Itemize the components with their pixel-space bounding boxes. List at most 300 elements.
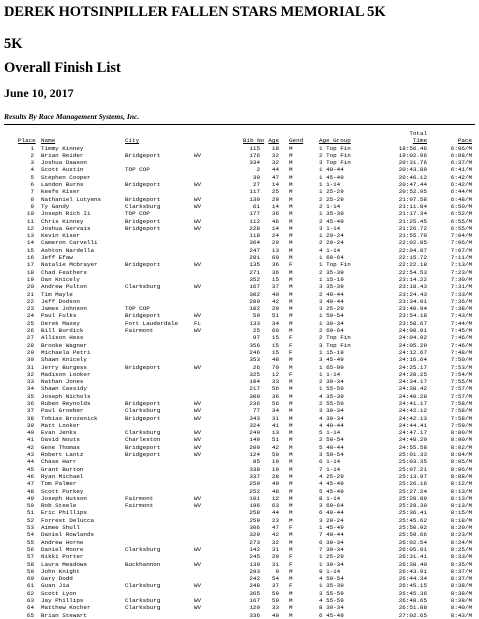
cell-age: 32	[271, 159, 279, 167]
cell-age: 29	[271, 553, 279, 561]
cell-city: Bridgeport	[125, 181, 161, 189]
cell-place: 45	[26, 465, 34, 473]
table-row	[0, 312, 479, 319]
cell-time: 23:14.22	[398, 275, 427, 283]
cell-age: 14	[271, 181, 279, 189]
cell-time: 19:02.96	[398, 151, 427, 159]
cell-gender: M	[289, 385, 293, 393]
cell-age: 34	[271, 319, 279, 327]
cell-state: WV	[194, 582, 202, 590]
cell-name: Gene Thomas	[41, 443, 80, 451]
cell-place: 25	[26, 319, 34, 327]
table-row	[0, 495, 479, 502]
table-row	[0, 364, 479, 371]
cell-name: Guan Jia	[41, 582, 70, 590]
cell-pace: 7:43/M	[450, 312, 472, 320]
cell-bib: 26	[252, 363, 260, 371]
cell-age-group: 1 50-54	[319, 312, 344, 320]
cell-time: 24:41.17	[398, 399, 427, 407]
cell-time: 25:01.33	[398, 451, 427, 459]
table-row	[0, 269, 479, 276]
cell-age-group: 1 20-24	[319, 232, 344, 240]
cell-place: 21	[26, 290, 34, 298]
cell-pace: 8:13/M	[450, 494, 472, 502]
cell-place: 18	[26, 268, 34, 276]
cell-age-group: 1 30-34	[319, 319, 344, 327]
cell-gender: M	[289, 166, 293, 174]
cell-gender: M	[289, 516, 293, 524]
cell-time: 24:38.42	[398, 385, 427, 393]
cell-bib: 104	[249, 378, 260, 386]
cell-name: Tom Palmer	[41, 480, 77, 488]
table-row	[0, 582, 479, 589]
cell-gender: M	[289, 589, 293, 597]
cell-age: 48	[271, 356, 279, 364]
cell-time: 24:12.67	[398, 348, 427, 356]
cell-bib: 117	[249, 188, 260, 196]
cell-bib: 329	[249, 531, 260, 539]
cell-name: Shawn Knicely	[41, 356, 87, 364]
cell-pace: 7:30/M	[450, 275, 472, 283]
cell-bib: 293	[249, 567, 260, 575]
cell-pace: 6:55/M	[450, 224, 472, 232]
cell-city: Clarksburg	[125, 202, 161, 210]
table-row	[0, 298, 479, 305]
cell-bib: 118	[249, 232, 260, 240]
table-row	[0, 458, 479, 465]
table-row	[0, 400, 479, 407]
cell-place: 30	[26, 356, 34, 364]
cell-name: Ashton Nardella	[41, 246, 95, 254]
cell-gender: M	[289, 188, 293, 196]
cell-time: 21:07.58	[398, 195, 427, 203]
cell-pace: 6:44/M	[450, 188, 472, 196]
cell-pace: 6:37/M	[450, 159, 472, 167]
cell-time: 20:47.44	[398, 181, 427, 189]
cell-city: Bridgeport	[125, 443, 161, 451]
cell-place: 60	[26, 575, 34, 583]
cell-time: 26:05.81	[398, 545, 427, 553]
cell-pace: 7:58/M	[450, 414, 472, 422]
cell-age: 15	[271, 275, 279, 283]
cell-pace: 7:55/M	[450, 378, 472, 386]
cell-name: Paul Fulks	[41, 312, 77, 320]
cell-age-group: 3 40-44	[319, 297, 344, 305]
cell-age: 51	[271, 436, 279, 444]
column-header-top	[0, 130, 479, 137]
cell-time: 23:54.18	[398, 312, 427, 320]
cell-age-group: 5 45-49	[319, 487, 344, 495]
cell-city: Clarksburg	[125, 545, 161, 553]
table-row	[0, 429, 479, 436]
cell-age: 23	[271, 516, 279, 524]
cell-age: 31	[271, 414, 279, 422]
cell-time: 25:59.66	[398, 531, 427, 539]
table-row	[0, 546, 479, 553]
cell-city: Clarksburg	[125, 407, 161, 415]
table-row	[0, 203, 479, 210]
cell-state: WV	[194, 151, 202, 159]
cell-age-group: 8 30-34	[319, 604, 344, 612]
cell-place: 2	[30, 151, 34, 159]
cell-age-group: 2 40-44	[319, 290, 344, 298]
cell-age: 28	[271, 472, 279, 480]
cell-name: Allison Hess	[41, 334, 84, 342]
cell-age: 44	[271, 166, 279, 174]
cell-age: 14	[271, 202, 279, 210]
cell-age-group: 2 35-39	[319, 268, 344, 276]
cell-gender: M	[289, 531, 293, 539]
cell-name: Joseph Rich Ii	[41, 210, 91, 218]
cell-time: 24:44.41	[398, 421, 427, 429]
cell-age-group: 3 Top Fin	[319, 341, 351, 349]
cell-age: 15	[271, 348, 279, 356]
cell-city: Bridgeport	[125, 399, 161, 407]
results-rows	[0, 145, 479, 619]
cell-name: Timmy Kinney	[41, 144, 84, 152]
cell-gender: M	[289, 502, 293, 510]
cell-time: 22:04.87	[398, 246, 427, 254]
cell-time: 25:03.35	[398, 458, 427, 466]
cell-gender: M	[289, 472, 293, 480]
cell-bib: 176	[249, 151, 260, 159]
cell-state: WV	[194, 429, 202, 437]
cell-bib: 300	[249, 392, 260, 400]
cell-age-group: 3 50-54	[319, 451, 344, 459]
cell-pace: 6:41/M	[450, 166, 472, 174]
cell-age-group: 2 30-34	[319, 378, 344, 386]
cell-name: Dan Knicely	[41, 275, 80, 283]
cell-bib: 177	[249, 210, 260, 218]
col-age: Age	[268, 137, 279, 145]
cell-city: Bridgeport	[125, 312, 161, 320]
cell-gender: M	[289, 597, 293, 604]
cell-time: 25:26.16	[398, 480, 427, 488]
cell-time: 20:43.89	[398, 166, 427, 174]
cell-age-group: 3 20-24	[319, 516, 344, 524]
cell-bib: 61	[252, 202, 260, 210]
cell-age: 59	[271, 589, 279, 597]
cell-pace: 8:37/M	[450, 575, 472, 583]
cell-bib: 289	[249, 297, 260, 305]
cell-place: 17	[26, 261, 34, 269]
cell-time: 22:15.72	[398, 254, 427, 262]
cell-gender: M	[289, 254, 293, 262]
cell-age-group: 3 45-49	[319, 356, 344, 364]
table-row	[0, 174, 479, 181]
cell-place: 36	[26, 399, 34, 407]
cell-name: Gary Dodd	[41, 575, 73, 583]
table-row	[0, 415, 479, 422]
cell-age: 60	[271, 254, 279, 262]
cell-place: 54	[26, 531, 34, 539]
cell-state: WV	[194, 195, 202, 203]
cell-pace: 6:08/M	[450, 151, 472, 159]
col-city: City	[125, 137, 140, 145]
table-row	[0, 327, 479, 334]
cell-age-group: 2 1-14	[319, 202, 341, 210]
cell-pace: 7:45/M	[450, 327, 472, 335]
cell-time: 24:28.25	[398, 370, 427, 378]
cell-place: 19	[26, 275, 34, 283]
cell-gender: M	[289, 414, 293, 422]
cell-age: 12	[271, 370, 279, 378]
cell-bib: 85	[252, 458, 260, 466]
cell-age: 24	[271, 232, 279, 240]
col-gender: Gend	[289, 137, 304, 145]
table-row	[0, 225, 479, 232]
cell-time: 24:05.29	[398, 341, 427, 349]
table-row	[0, 444, 479, 451]
cell-pace: 6:42/M	[450, 173, 472, 181]
cell-bib: 273	[249, 538, 260, 546]
cell-gender: M	[289, 159, 293, 167]
cell-gender: M	[289, 575, 293, 583]
cell-age: 14	[271, 224, 279, 232]
cell-age: 59	[271, 597, 279, 604]
cell-time: 23:34.81	[398, 297, 427, 305]
cell-place: 13	[26, 232, 34, 240]
cell-name: Tim Mayle	[41, 290, 73, 298]
cell-city: Bridgeport	[125, 217, 161, 225]
cell-place: 31	[26, 363, 34, 371]
cell-age-group: 6 40-44	[319, 509, 344, 517]
cell-age: 37	[271, 582, 279, 590]
cell-place: 55	[26, 538, 34, 546]
cell-name: Daniel Rowlands	[41, 531, 95, 539]
cell-gender: F	[289, 348, 293, 356]
cell-age-group: 7 1-14	[319, 465, 341, 473]
cell-time: 26:38.40	[398, 560, 427, 568]
cell-name: Natalie Mcbrayer	[41, 261, 98, 269]
cell-age-group: 4 55-59	[319, 597, 344, 604]
cell-gender: M	[289, 195, 293, 203]
cell-bib: 196	[249, 502, 260, 510]
cell-city: Clarksburg	[125, 283, 161, 291]
cell-name: Joseph Nichols	[41, 392, 91, 400]
cell-gender: M	[289, 458, 293, 466]
cell-name: Chase Harr	[41, 458, 77, 466]
cell-age: 31	[271, 560, 279, 568]
cell-pace: 8:12/M	[450, 480, 472, 488]
cell-bib: 242	[249, 575, 260, 583]
cell-name: Stephen Cooper	[41, 173, 91, 181]
cell-pace: 8:25/M	[450, 545, 472, 553]
col-time: Time	[412, 137, 427, 145]
cell-age: 13	[271, 429, 279, 437]
cell-place: 27	[26, 334, 34, 342]
cell-place: 64	[26, 604, 34, 612]
table-row	[0, 283, 479, 290]
cell-age-group: 1 15-19	[319, 275, 344, 283]
cell-city: TOP COP	[125, 166, 150, 174]
cell-age: 36	[271, 210, 279, 218]
cell-name: Cameron Carvelli	[41, 239, 98, 247]
cell-state: WV	[194, 399, 202, 407]
cell-bib: 337	[249, 472, 260, 480]
cell-state: WV	[194, 363, 202, 371]
cell-city: Bridgeport	[125, 151, 161, 159]
cell-bib: 352	[249, 275, 260, 283]
cell-state: FL	[194, 319, 202, 327]
cell-name: Derek Maxey	[41, 319, 80, 327]
cell-city: Bridgeport	[125, 363, 161, 371]
cell-name: Tobias Brozenick	[41, 414, 98, 422]
cell-age-group: 1 1-14	[319, 181, 341, 189]
table-row	[0, 254, 479, 261]
list-title: Overall Finish List	[4, 60, 121, 76]
cell-pace: 8:06/M	[450, 465, 472, 473]
cell-gender: M	[289, 443, 293, 451]
cell-pace: 7:59/M	[450, 421, 472, 429]
cell-place: 44	[26, 458, 34, 466]
cell-gender: M	[289, 451, 293, 459]
table-row	[0, 524, 479, 531]
cell-pace: 7:46/M	[450, 334, 472, 342]
cell-gender: M	[289, 378, 293, 386]
cell-time: 24:40.28	[398, 392, 427, 400]
cell-name: Scott Austin	[41, 166, 84, 174]
cell-bib: 149	[249, 436, 260, 444]
race-date: June 10, 2017	[4, 86, 74, 100]
cell-age: 49	[271, 480, 279, 488]
cell-pace: 7:58/M	[450, 399, 472, 407]
cell-age: 50	[271, 451, 279, 459]
cell-city: Bridgeport	[125, 451, 161, 459]
event-distance: 5K	[4, 36, 23, 52]
cell-bib: 302	[249, 290, 260, 298]
cell-place: 52	[26, 516, 34, 524]
cell-name: Rob Steele	[41, 502, 77, 510]
cell-time: 26:45.36	[398, 589, 427, 597]
cell-state: WV	[194, 217, 202, 225]
cell-age-group: 3 30-34	[319, 407, 344, 415]
cell-state: WV	[194, 283, 202, 291]
cell-time: 26:43.91	[398, 567, 427, 575]
cell-time: 20:31.76	[398, 159, 427, 167]
cell-age: 54	[271, 575, 279, 583]
cell-time: 23:58.67	[398, 319, 427, 327]
cell-city: Charleston	[125, 436, 161, 444]
cell-age-group: 4 40-44	[319, 421, 344, 429]
table-row	[0, 575, 479, 582]
cell-age: 60	[271, 327, 279, 335]
cell-place: 65	[26, 611, 34, 619]
cell-age-group: 1 25-29	[319, 553, 344, 561]
cell-time: 24:48.20	[398, 436, 427, 444]
cell-age-group: 8 1-14	[319, 494, 341, 502]
results-credit: Results By Race Management Systems, Inc.	[4, 112, 140, 121]
cell-place: 11	[26, 217, 34, 225]
cell-gender: M	[289, 421, 293, 429]
cell-place: 23	[26, 305, 34, 313]
cell-gender: M	[289, 305, 293, 313]
cell-name: Jeff Dodson	[41, 297, 80, 305]
table-row	[0, 590, 479, 597]
cell-pace: 7:54/M	[450, 370, 472, 378]
table-row	[0, 181, 479, 188]
cell-age-group: 1 Top Fin	[319, 261, 351, 269]
cell-bib: 115	[249, 144, 260, 152]
cell-name: Keefe Kiser	[41, 188, 80, 196]
cell-time: 24:16.64	[398, 356, 427, 364]
table-row	[0, 466, 479, 473]
cell-city: Fairmont	[125, 494, 154, 502]
cell-name: Brooke Wagner	[41, 341, 87, 349]
cell-place: 61	[26, 582, 34, 590]
cell-bib: 139	[249, 560, 260, 568]
cell-pace: 7:53/M	[450, 363, 472, 371]
cell-time: 25:36.41	[398, 509, 427, 517]
cell-bib: 259	[249, 516, 260, 524]
cell-age-group: 1 Top Fin	[319, 144, 351, 152]
cell-age: 42	[271, 297, 279, 305]
cell-bib: 112	[249, 217, 260, 225]
cell-bib: 258	[249, 509, 260, 517]
cell-time: 24:47.17	[398, 429, 427, 437]
cell-state: WV	[194, 327, 202, 335]
cell-age: 70	[271, 363, 279, 371]
cell-age: 25	[271, 188, 279, 196]
cell-time: 25:27.24	[398, 487, 427, 495]
cell-gender: M	[289, 239, 293, 247]
cell-state: WV	[194, 604, 202, 612]
cell-name: Joshua Dawson	[41, 159, 87, 167]
table-row	[0, 218, 479, 225]
cell-age-group: 1 45-49	[319, 524, 344, 532]
column-header-row	[0, 137, 479, 144]
col-place: Place	[18, 137, 36, 145]
cell-pace: 7:07/M	[450, 246, 472, 254]
cell-age: 31	[271, 545, 279, 553]
cell-bib: 133	[249, 319, 260, 327]
cell-gender: M	[289, 611, 293, 619]
cell-gender: M	[289, 283, 293, 291]
cell-time: 24:55.58	[398, 443, 427, 451]
cell-bib: 167	[249, 283, 260, 291]
cell-bib: 324	[249, 421, 260, 429]
cell-age: 15	[271, 341, 279, 349]
cell-gender: M	[289, 144, 293, 152]
cell-name: Madison Looker	[41, 370, 91, 378]
cell-state: WV	[194, 181, 202, 189]
cell-time: 25:29.30	[398, 502, 427, 510]
cell-city: Clarksburg	[125, 597, 161, 604]
cell-age-group: 9 1-14	[319, 567, 341, 575]
cell-pace: 7:11/M	[450, 254, 472, 262]
cell-name: James Johnson	[41, 305, 87, 313]
cell-time: 25:07.21	[398, 465, 427, 473]
cell-place: 14	[26, 239, 34, 247]
cell-name: Joseph Hutson	[41, 494, 87, 502]
cell-pace: 8:13/M	[450, 502, 472, 510]
cell-place: 6	[30, 181, 34, 189]
cell-time: 27:02.65	[398, 611, 427, 619]
cell-place: 50	[26, 502, 34, 510]
cell-name: Laura Meadows	[41, 560, 87, 568]
table-row	[0, 385, 479, 392]
cell-place: 9	[30, 202, 34, 210]
cell-name: David Nouts	[41, 436, 80, 444]
cell-bib: 124	[249, 451, 260, 459]
cell-age-group: 2 Top Fin	[319, 334, 351, 342]
cell-bib: 249	[249, 429, 260, 437]
table-row	[0, 488, 479, 495]
cell-age: 10	[271, 458, 279, 466]
cell-age: 41	[271, 421, 279, 429]
cell-name: Andrew Horne	[41, 538, 84, 546]
table-row	[0, 334, 479, 341]
